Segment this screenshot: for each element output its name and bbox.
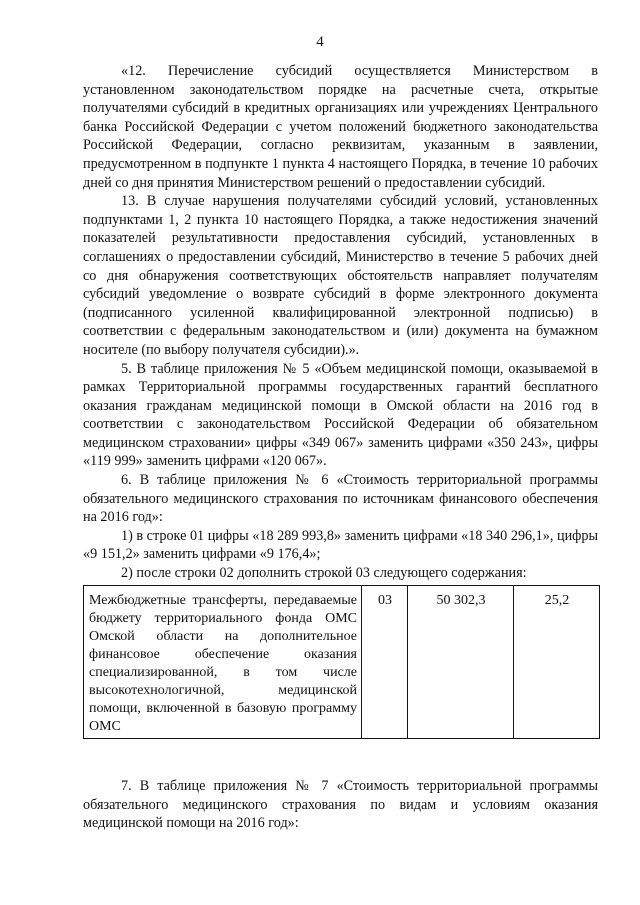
subparagraph-1: 1) в строке 01 цифры «18 289 993,8» заменить цифрами «18 340 296,1», цифры «9 151,2» заменить цифрами «9 176,4»; [83,527,598,563]
paragraph-item-7: 7. В таблице приложения № 7 «Стоимость территориальной программы обязательного медицинского страхования по видам и условиям оказания медицинской помощи на 2016 год»: [83,778,598,832]
inserted-row-table [83,585,600,739]
row-per-capita-cell: 25,2 [514,586,600,739]
paragraph-item-12: «12. Перечисление субсидий осуществляется Министерством в установленном законодательством порядке на расчетные счета, открытые получателями субсидий в кредитных организациях или учреждениях Центрального банка Российской Федерации с учетом положений бюджетного законодательства Российской Федерации, согласно реквизитам, указанным в заявлении, предусмотренном в подпункте 1 пункта 4 настоящего Порядка, в течение 10 рабочих дней со дня принятия Министерством решений о предоставлении субсидий. [83,63,598,191]
subparagraph-2: 2) после строки 02 дополнить строкой 03 следующего содержания: [121,565,527,582]
row-code-cell: 03 [362,586,408,739]
table-row [84,586,600,739]
document-body-continued [83,777,598,833]
document-body [83,62,598,583]
row-description-cell: Межбюджетные трансферты, передаваемые бюджету территориального фонда ОМС Омской области на дополнительное финансовое обеспечение оказания специализированной, в том числе высокотехнологичной, медицинской помощи, включенной в базовую программу ОМС [84,586,362,739]
row-amount-cell: 50 302,3 [408,586,514,739]
paragraph-item-13: 13. В случае нарушения получателями субсидий условий, установленных подпунктами 1, 2 пункта 10 настоящего Порядка, а также недостижения значений показателей результативности предоставления субсидий, установленных в соглашениях о предоставлении субсидий, Министерство в течение 5 рабочих дней со дня обнаружения соответствующих обстоятельств направляет получателям субсидий уведомление о возврате субсидий в форме электронного документа (подписанного усиленной квалифицированной электронной подписью) в соответствии с федеральным законодательством и (или) документа на бумажном носителе (по выбору получателя субсидии).». [83,193,598,358]
page-number: 4 [316,34,324,50]
paragraph-item-6: 6. В таблице приложения № 6 «Стоимость территориальной программы обязательного медицинского страхования по источникам финансового обеспечения на 2016 год»: [83,472,598,526]
paragraph-item-5: 5. В таблице приложения № 5 «Объем медицинской помощи, оказываемой в рамках Территориальной программы государственных гарантий бесплатного оказания гражданам медицинской помощи в Омской области на 2016 год в соответствии с законодательством Российской Федерации об обязательном медицинском страховании» цифры «349 067» заменить цифрами «350 243», цифры «119 999» заменить цифрами «120 067». [83,360,598,470]
